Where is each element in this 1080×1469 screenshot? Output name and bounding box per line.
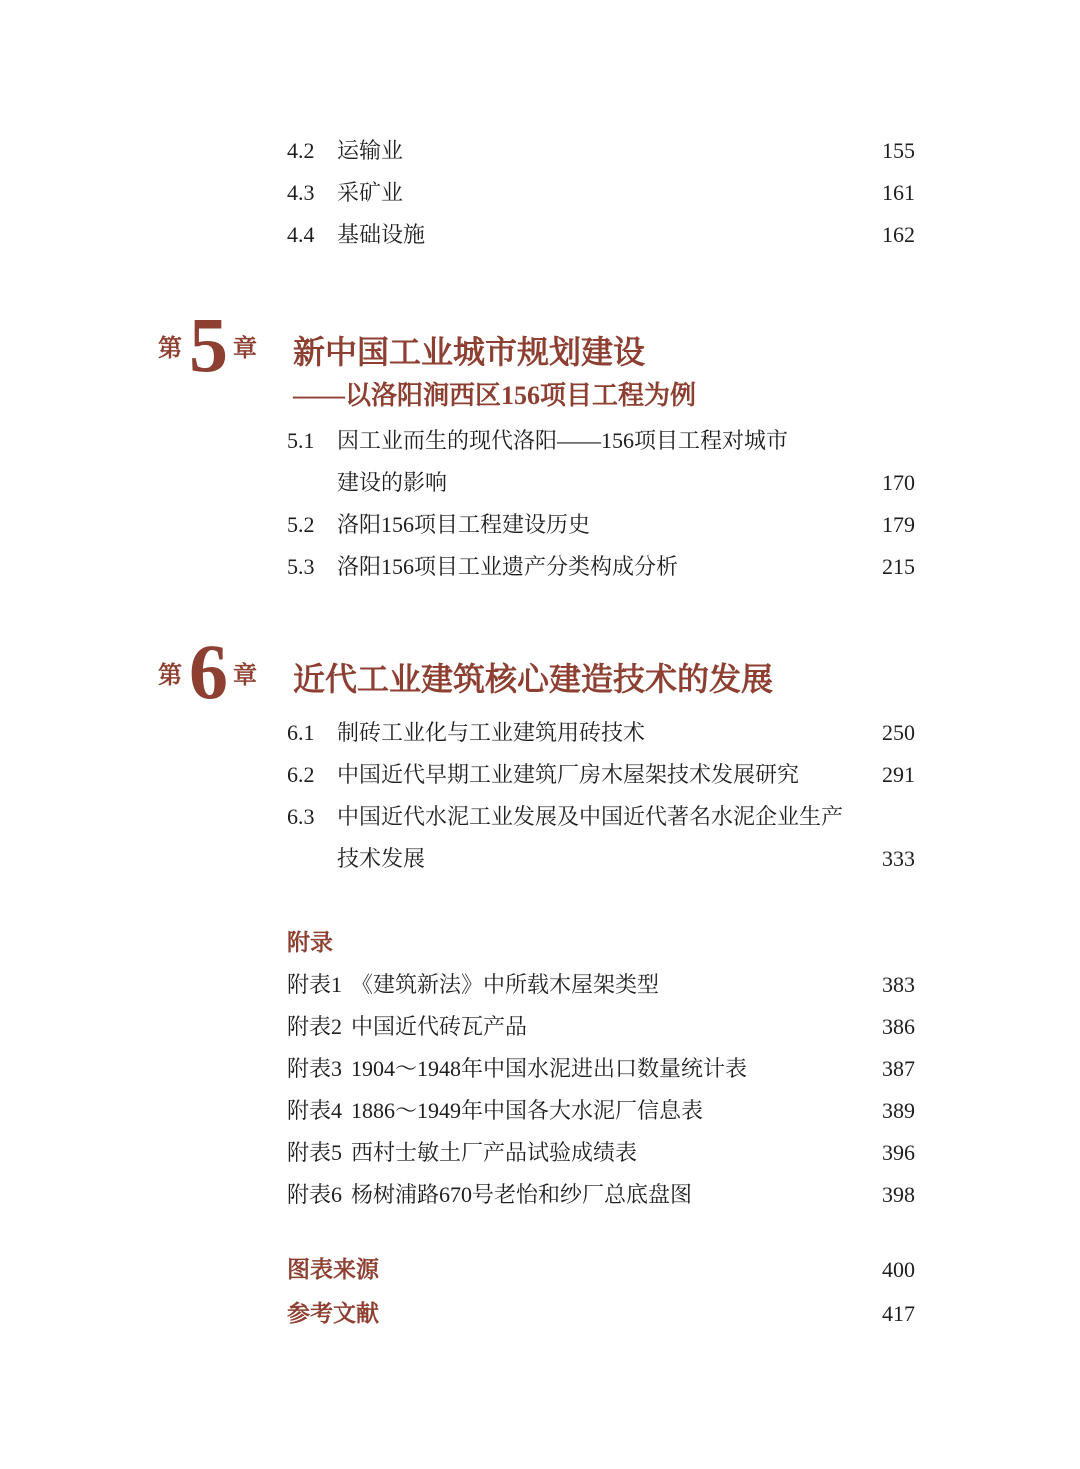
entry-number: 4.3 — [287, 180, 315, 205]
chapter-5-numeral: 5 — [189, 301, 226, 388]
entry-title: 运输业 — [337, 138, 404, 163]
chapter-6-header — [158, 628, 774, 715]
chapter-marker-suffix: 章 — [233, 335, 257, 362]
toc-entry — [287, 712, 915, 754]
entry-title: 洛阳156项目工业遗产分类构成分析 — [337, 554, 679, 579]
page-number: 383 — [882, 972, 915, 997]
chapter-5-header — [158, 301, 697, 413]
section-chapter5-items — [287, 420, 915, 588]
page-number: 179 — [882, 512, 915, 537]
toc-entry — [287, 420, 915, 462]
toc-entry — [287, 1248, 915, 1292]
section-back-matter — [287, 1248, 915, 1336]
toc-entry — [287, 214, 915, 256]
entry-title-line2: 技术发展 — [337, 846, 426, 871]
entry-number: 附表5 — [287, 1140, 343, 1165]
chapter-5-marker — [158, 301, 293, 388]
entry-title: 《建筑新法》中所载木屋架类型 — [351, 972, 660, 997]
toc-entry — [287, 796, 915, 838]
entry-title: 1904～1948年中国水泥进出口数量统计表 — [351, 1056, 748, 1081]
entry-title: 中国近代早期工业建筑厂房木屋架技术发展研究 — [337, 762, 800, 787]
entry-number: 附表4 — [287, 1098, 343, 1123]
entry-number: 5.2 — [287, 512, 315, 537]
chapter-marker-prefix: 第 — [158, 662, 182, 689]
chapter-marker-prefix: 第 — [158, 335, 182, 362]
chapter-5-titles — [293, 313, 696, 413]
toc-entry — [287, 1292, 915, 1336]
chapter-marker-suffix: 章 — [233, 662, 257, 689]
toc-entry — [287, 130, 915, 172]
entry-number: 4.4 — [287, 222, 315, 247]
toc-entry — [287, 964, 915, 1006]
entry-title: 1886～1949年中国各大水泥厂信息表 — [351, 1098, 704, 1123]
entry-number: 附表3 — [287, 1056, 343, 1081]
page-number: 170 — [882, 470, 915, 495]
page-number: 417 — [882, 1301, 915, 1326]
chapter-5-title: 新中国工业城市规划建设 — [293, 334, 646, 370]
chapter-6-title: 近代工业建筑核心建造技术的发展 — [293, 661, 774, 697]
entry-title-line1: 因工业而生的现代洛阳——156项目工程对城市 — [337, 428, 789, 453]
section-chapter4-items — [287, 130, 915, 256]
page-number: 386 — [882, 1014, 915, 1039]
toc-entry — [287, 1174, 915, 1216]
page-number: 155 — [882, 138, 915, 163]
back-matter-title: 参考文献 — [287, 1301, 379, 1326]
section-appendix-items — [287, 964, 915, 1216]
entry-title-line1: 中国近代水泥工业发展及中国近代著名水泥企业生产 — [337, 804, 844, 829]
entry-title: 采矿业 — [337, 180, 404, 205]
entry-number: 附表1 — [287, 972, 343, 997]
entry-number: 5.1 — [287, 428, 315, 453]
page-number: 162 — [882, 222, 915, 247]
toc-entry — [287, 1006, 915, 1048]
entry-title-line2: 建设的影响 — [337, 470, 448, 495]
toc-entry — [287, 172, 915, 214]
page-number: 161 — [882, 180, 915, 205]
entry-number: 6.1 — [287, 720, 315, 745]
entry-title: 制砖工业化与工业建筑用砖技术 — [337, 720, 646, 745]
page-number: 291 — [882, 762, 915, 787]
page-number: 387 — [882, 1056, 915, 1081]
toc-entry — [287, 1090, 915, 1132]
toc-entry — [287, 754, 915, 796]
entry-title: 中国近代砖瓦产品 — [351, 1014, 528, 1039]
toc-entry — [287, 504, 915, 546]
page-number: 389 — [882, 1098, 915, 1123]
toc-entry — [287, 546, 915, 588]
section-chapter6-items — [287, 712, 915, 880]
entry-number: 6.2 — [287, 762, 315, 787]
entry-title: 杨树浦路670号老怡和纱厂总底盘图 — [351, 1182, 693, 1207]
entry-number: 附表6 — [287, 1182, 343, 1207]
chapter-5-subtitle: ——以洛阳涧西区156项目工程为例 — [293, 381, 697, 410]
page-number: 400 — [882, 1257, 915, 1282]
page-number: 398 — [882, 1182, 915, 1207]
chapter-6-marker — [158, 628, 293, 715]
entry-number: 附表2 — [287, 1014, 343, 1039]
entry-number: 4.2 — [287, 138, 315, 163]
entry-number: 6.3 — [287, 804, 315, 829]
toc-entry-continuation — [287, 838, 915, 880]
chapter-6-numeral: 6 — [189, 628, 226, 715]
page-number: 215 — [882, 554, 915, 579]
page-number: 333 — [882, 846, 915, 871]
back-matter-title: 图表来源 — [287, 1257, 379, 1282]
entry-title: 洛阳156项目工程建设历史 — [337, 512, 591, 537]
toc-entry-continuation — [287, 462, 915, 504]
toc-entry — [287, 1132, 915, 1174]
toc-entry — [287, 1048, 915, 1090]
entry-title: 基础设施 — [337, 222, 426, 247]
appendix-header: 附录 — [287, 930, 333, 955]
page-number: 250 — [882, 720, 915, 745]
entry-title: 西村士敏土厂产品试验成绩表 — [351, 1140, 638, 1165]
page-number: 396 — [882, 1140, 915, 1165]
entry-number: 5.3 — [287, 554, 315, 579]
chapter-6-titles — [293, 640, 773, 698]
